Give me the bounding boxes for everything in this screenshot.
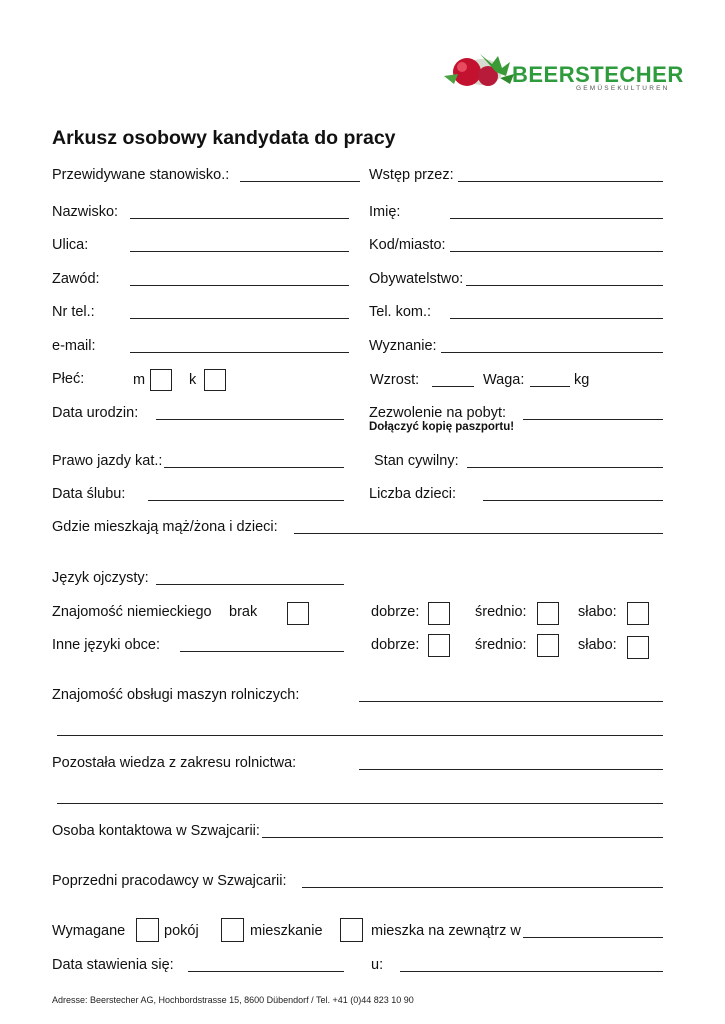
other-medium-checkbox[interactable] — [537, 634, 559, 657]
permit-note: Dołączyć kopię paszportu! — [369, 421, 515, 433]
previous-employers-field[interactable] — [302, 887, 663, 888]
marriage-date-field[interactable] — [148, 500, 344, 501]
company-logo — [440, 50, 684, 98]
permit-field[interactable] — [523, 419, 663, 420]
gender-m-checkbox[interactable] — [150, 369, 172, 391]
logo-subtitle: GEMÜSEKULTUREN — [576, 85, 670, 92]
german-weak-label: słabo: — [578, 604, 617, 620]
weight-field[interactable] — [530, 386, 570, 387]
mobile-label: Tel. kom.: — [369, 304, 432, 320]
city-label: Kod/miasto: — [369, 237, 446, 253]
weight-unit: kg — [574, 372, 590, 388]
german-none-checkbox[interactable] — [287, 602, 309, 625]
license-label: Prawo jazdy kat.: — [52, 453, 163, 469]
marriage-date-label: Data ślubu: — [52, 486, 126, 502]
apartment-label: mieszkanie — [250, 923, 323, 939]
other-weak-label: słabo: — [578, 637, 617, 653]
agri-knowledge-label: Pozostała wiedza z zakresu rolnictwa: — [52, 755, 297, 771]
citizenship-label: Obywatelstwo: — [369, 271, 464, 287]
profession-label: Zawód: — [52, 271, 100, 287]
license-field[interactable] — [164, 467, 344, 468]
birth-date-label: Data urodzin: — [52, 405, 139, 421]
other-weak-checkbox[interactable] — [627, 636, 649, 659]
other-languages-field[interactable] — [180, 651, 344, 652]
email-field[interactable] — [130, 352, 349, 353]
religion-label: Wyznanie: — [369, 338, 437, 354]
gender-label: Płeć: — [52, 371, 85, 387]
surname-label: Nazwisko: — [52, 204, 119, 220]
first-name-field[interactable] — [450, 218, 663, 219]
page-title: Arkusz osobowy kandydata do pracy — [52, 127, 396, 149]
other-good-label: dobrze: — [371, 637, 420, 653]
street-label: Ulica: — [52, 237, 89, 253]
german-good-label: dobrze: — [371, 604, 420, 620]
contact-person-field[interactable] — [262, 837, 663, 838]
gender-k-checkbox[interactable] — [204, 369, 226, 391]
phone-label: Nr tel.: — [52, 304, 95, 320]
gender-m-label: m — [133, 372, 146, 388]
room-checkbox[interactable] — [136, 918, 159, 942]
german-good-checkbox[interactable] — [428, 602, 450, 625]
other-good-checkbox[interactable] — [428, 634, 450, 657]
family-location-label: Gdzie mieszkają mąż/żona i dzieci: — [52, 519, 278, 535]
machines-label: Znajomość obsługi maszyn rolniczych: — [52, 687, 300, 703]
apartment-checkbox[interactable] — [221, 918, 244, 942]
agri-knowledge-field[interactable] — [359, 769, 663, 770]
required-label: Wymagane — [52, 923, 126, 939]
surname-field[interactable] — [130, 218, 349, 219]
height-field[interactable] — [432, 386, 474, 387]
native-language-label: Język ojczysty: — [52, 570, 149, 586]
at-field[interactable] — [400, 971, 663, 972]
position-field[interactable] — [240, 181, 360, 182]
at-label: u: — [371, 957, 384, 973]
german-none-label: brak — [229, 604, 258, 620]
german-weak-checkbox[interactable] — [627, 602, 649, 625]
german-medium-label: średnio: — [475, 604, 527, 620]
marital-label: Stan cywilny: — [374, 453, 459, 469]
native-language-field[interactable] — [156, 584, 344, 585]
german-medium-checkbox[interactable] — [537, 602, 559, 625]
other-languages-label: Inne języki obce: — [52, 637, 161, 653]
agri-knowledge-field-continued[interactable] — [57, 803, 663, 804]
lives-outside-label: mieszka na zewnątrz w — [371, 923, 521, 939]
previous-employers-label: Poprzedni pracodawcy w Szwajcarii: — [52, 873, 287, 889]
machines-field-continued[interactable] — [57, 735, 663, 736]
family-location-field[interactable] — [294, 533, 663, 534]
arrival-date-label: Data stawienia się: — [52, 957, 174, 973]
other-medium-label: średnio: — [475, 637, 527, 653]
entry-label: Wstęp przez: — [369, 167, 454, 183]
machines-field[interactable] — [359, 701, 663, 702]
contact-person-label: Osoba kontaktowa w Szwajcarii: — [52, 823, 260, 839]
permit-label: Zezwolenie na pobyt: — [369, 405, 507, 421]
first-name-label: Imię: — [369, 204, 401, 220]
birth-date-field[interactable] — [156, 419, 344, 420]
profession-field[interactable] — [130, 285, 349, 286]
marital-field[interactable] — [467, 467, 663, 468]
phone-field[interactable] — [130, 318, 349, 319]
gender-k-label: k — [189, 372, 197, 388]
arrival-date-field[interactable] — [188, 971, 344, 972]
weight-label: Waga: — [483, 372, 525, 388]
lives-outside-field[interactable] — [523, 937, 663, 938]
children-field[interactable] — [483, 500, 663, 501]
email-label: e-mail: — [52, 338, 96, 354]
religion-field[interactable] — [441, 352, 663, 353]
mobile-field[interactable] — [450, 318, 663, 319]
street-field[interactable] — [130, 251, 349, 252]
lives-outside-checkbox[interactable] — [340, 918, 363, 942]
german-label: Znajomość niemieckiego — [52, 604, 212, 620]
city-field[interactable] — [450, 251, 663, 252]
room-label: pokój — [164, 923, 199, 939]
vegetables-logo-icon — [440, 50, 520, 94]
position-label: Przewidywane stanowisko.: — [52, 167, 230, 183]
children-label: Liczba dzieci: — [369, 486, 457, 502]
height-label: Wzrost: — [370, 372, 420, 388]
logo-name: BEERSTECHER — [512, 62, 684, 87]
citizenship-field[interactable] — [466, 285, 663, 286]
entry-field[interactable] — [458, 181, 663, 182]
footer-address: Adresse: Beerstecher AG, Hochbordstrasse 15, 8600 Dübendorf / Tel. +41 (0)44 823 10 90 — [52, 995, 414, 1005]
